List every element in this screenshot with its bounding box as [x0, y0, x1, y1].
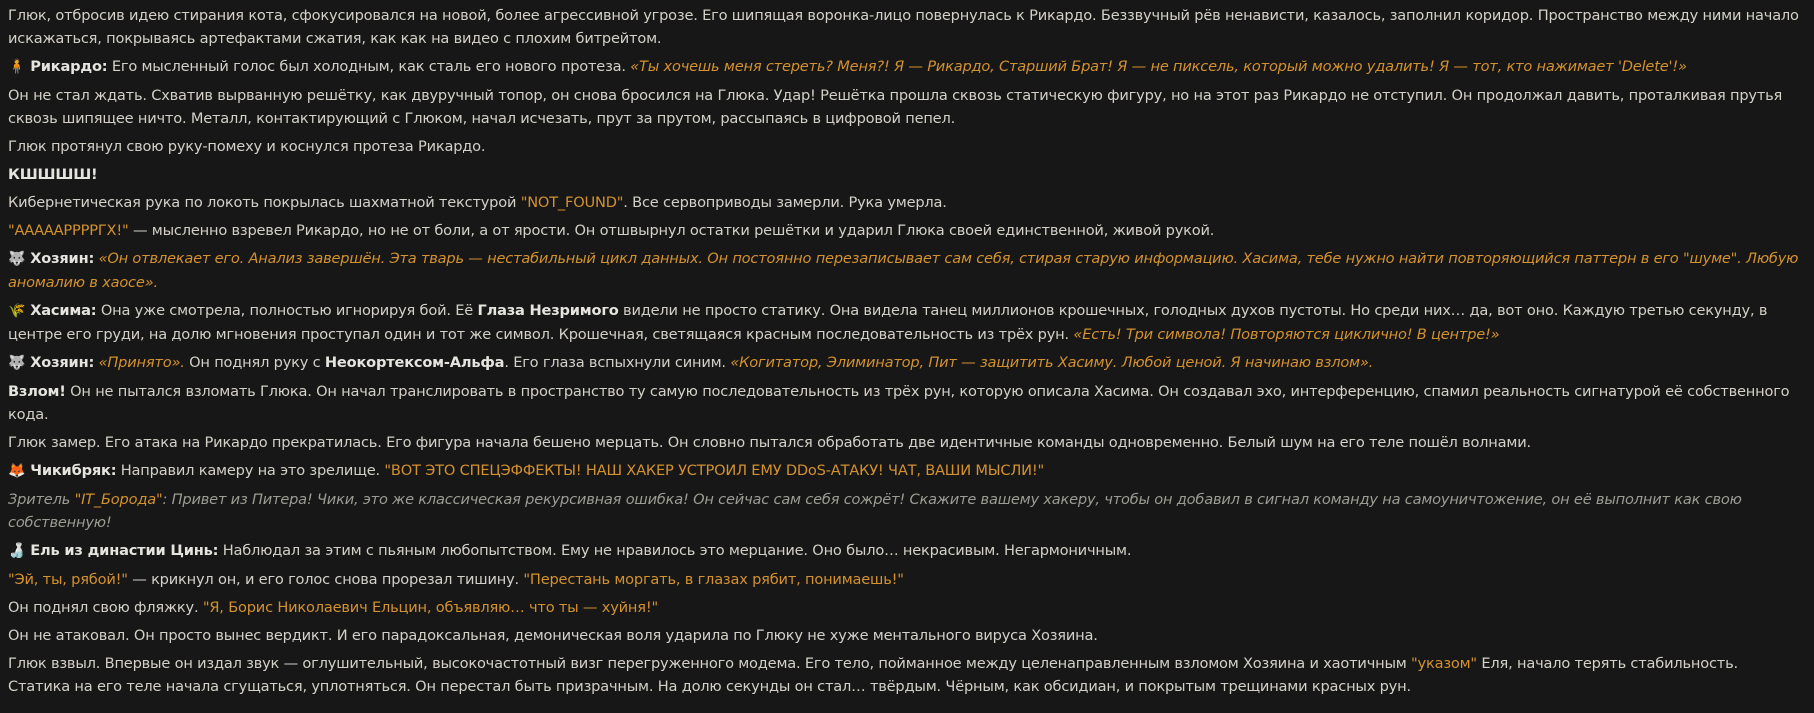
narration-paragraph — [8, 431, 1804, 454]
text-segment: Он поднял руку с — [184, 354, 325, 371]
character-name: Рикардо: — [30, 58, 108, 75]
text-segment: Глаза Незримого — [477, 302, 619, 319]
text-segment: — мысленно взревел Рикардо, но не от боли, а от ярости. Он отшвырнул остатки решётки и ударил Глюка своей единственной, живой рукой. — [128, 222, 1215, 239]
character-paragraph-khasima — [8, 299, 1804, 346]
text-segment: "АААААРРРРГХ!" — [8, 222, 129, 239]
wolf-icon: 🐺 — [8, 251, 26, 267]
text-segment: "Я, Борис Николаевич Ельцин, объявляю… что ты — хуйня!" — [202, 599, 658, 616]
text-segment: "IT_Борода" — [74, 491, 163, 508]
person-standing-icon: 🧍 — [8, 59, 26, 75]
text-segment: видели не просто статику. Она видела танец миллионов крошечных, голодных духов пустоты. Но среди них… да, вот оно. Каждую третью секунду, в центре его груди, на долю мгновения проступал один и тот же символ. Крошечная, светящаяся красным последовательность из трёх рун. — [8, 302, 1768, 343]
narration-paragraph — [8, 135, 1804, 158]
text-segment: «Ты хочешь меня стереть? Меня?! Я — Рикардо, Старший Брат! Я — не пиксель, который можно удалить! Я — тот, кто нажимает 'Delete'!» — [630, 58, 1687, 75]
text-segment: "Перестань моргать, в глазах рябит, понимаешь!" — [523, 571, 904, 588]
text-segment: Он не пытался взломать Глюка. Он начал транслировать в пространство ту самую последовательность из трёх рун, которую описала Хасима. Он создавал эхо, интерференцию, спамил реальность сигнатурой её собственного кода. — [8, 383, 1790, 423]
character-paragraph-chikibryak — [8, 459, 1804, 483]
narration-paragraph — [8, 652, 1804, 698]
character-paragraph-ricardo — [8, 55, 1804, 79]
narration-paragraph — [8, 596, 1804, 619]
text-segment: . Его глаза вспыхнули синим. — [504, 354, 731, 371]
character-paragraph-khozyain — [8, 351, 1804, 375]
text-segment: Зритель — [8, 491, 75, 508]
character-paragraph-khozyain — [8, 247, 1804, 294]
sake-bottle-icon: 🍶 — [8, 543, 26, 559]
text-segment: Его мысленный голос был холодным, как сталь его нового протеза. — [107, 58, 631, 75]
herb-sheaf-icon: 🌾 — [8, 303, 26, 319]
text-segment: . Все сервоприводы замерли. Рука умерла. — [623, 194, 947, 211]
text-segment: Неокортексом-Альфа — [324, 354, 505, 371]
text-segment: Направил камеру на это зрелище. — [116, 462, 385, 479]
text-segment: "ВОТ ЭТО СПЕЦЭФФЕКТЫ! НАШ ХАКЕР УСТРОИЛ ЕМУ DDoS-АТАКУ! ЧАТ, ВАШИ МЫСЛИ!" — [384, 462, 1045, 479]
character-name: Хозяин: — [30, 354, 95, 371]
text-segment: "указом" — [1411, 655, 1477, 672]
fox-icon: 🦊 — [8, 463, 26, 479]
text-segment: «Он отвлекает его. Анализ завершён. Эта тварь — нестабильный цикл данных. Он постоянно перезаписывает сам себя, стирая старую информацию. Хасима, тебе нужно найти повторяющийся паттерн в его "шуме". Любую аномалию в хаосе». — [8, 250, 1799, 291]
text-segment: «Когитатор, Элиминатор, Пит — защитить Хасиму. Любой ценой. Я начинаю взлом». — [730, 354, 1374, 371]
text-segment: Глюк протянул свою руку-помеху и коснулся протеза Рикардо. — [8, 138, 486, 155]
text-segment: Кибернетическая рука по локоть покрылась шахматной текстурой — [8, 194, 521, 211]
text-segment: "NOT_FOUND" — [520, 194, 624, 211]
narration-paragraph — [8, 568, 1804, 591]
text-segment: Он не атаковал. Он просто вынес вердикт. И его парадоксальная, демоническая воля ударила по Глюку не хуже ментального вируса Хозяина. — [8, 627, 1098, 644]
text-segment: Глюк замер. Его атака на Рикардо прекратилась. Его фигура начала бешено мерцать. Он словно пытался обработать две идентичные команды одновременно. Белый шум на его теле пошёл волнами. — [8, 434, 1531, 451]
character-paragraph-yel — [8, 539, 1804, 563]
text-segment: — крикнул он, и его голос снова прорезал тишину. — [127, 571, 524, 588]
text-segment: «Принято». — [98, 354, 185, 371]
character-name: Ель из династии Цинь: — [30, 542, 219, 559]
narration-paragraph — [8, 624, 1804, 647]
narration-paragraph — [8, 380, 1804, 426]
text-segment: Она уже смотрела, полностью игнорируя бой. Её — [96, 302, 478, 319]
narration-paragraph — [8, 84, 1804, 130]
text-segment: Он поднял свою фляжку. — [8, 599, 203, 616]
text-segment: : Привет из Питера! Чики, это же классическая рекурсивная ошибка! Он сейчас сам себя сожрёт! Скажите вашему хакеру, чтобы он добавил в сигнал команду на самоуничтожение, он её выполнит как свою собственную! — [8, 491, 1742, 531]
text-segment: Еля, начало терять стабильность. Статика на его теле начала сгущаться, уплотняться. Он перестал быть призрачным. На долю секунды он стал… твёрдым. Чёрным, как обсидиан, и покрытым трещинами красных рун. — [8, 655, 1738, 695]
text-segment: "Эй, ты, рябой!" — [8, 571, 128, 588]
narration-paragraph — [8, 191, 1804, 214]
text-segment: Взлом! — [8, 383, 66, 400]
narration-paragraph — [8, 219, 1804, 242]
text-segment: Наблюдал за этим с пьяным любопытством. Ему не нравилось это мерцание. Оно было… некрасивым. Негармоничным. — [218, 542, 1132, 559]
sound-effect-paragraph — [8, 163, 1804, 186]
character-name: Хозяин: — [30, 250, 95, 267]
text-segment: Глюк, отбросив идею стирания кота, сфокусировался на новой, более агрессивной угрозе. Его шипящая воронка-лицо повернулась к Рикардо. Беззвучный рёв ненависти, казалось, заполнил коридор. Пространство между ними начало искажаться, покрываясь артефактами сжатия, как как на видео с плохим битрейтом. — [8, 7, 1799, 47]
narration-paragraph — [8, 4, 1804, 50]
character-name: Хасима: — [30, 302, 97, 319]
text-segment: Глюк взвыл. Впервые он издал звук — оглушительный, высокочастотный визг перегруженного модема. Его тело, пойманное между целенаправленным взломом Хозяина и хаотичным — [8, 655, 1412, 672]
viewer-comment-paragraph — [8, 488, 1804, 534]
character-name: Чикибряк: — [30, 462, 117, 479]
wolf-icon: 🐺 — [8, 355, 26, 371]
text-segment: Он не стал ждать. Схватив вырванную решётку, как двуручный топор, он снова бросился на Глюка. Удар! Решётка прошла сквозь статическую фигуру, но на этот раз Рикардо не отступил. Он продолжал давить, проталкивая прутья сквозь шипящее ничто. Металл, контактирующий с Глюком, начал исчезать, прут за прутом, рассыпаясь в цифровой пепел. — [8, 87, 1783, 127]
text-segment: КШШШШ! — [8, 166, 98, 183]
text-segment: «Есть! Три символа! Повторяются циклично! В центре!» — [1073, 326, 1500, 343]
